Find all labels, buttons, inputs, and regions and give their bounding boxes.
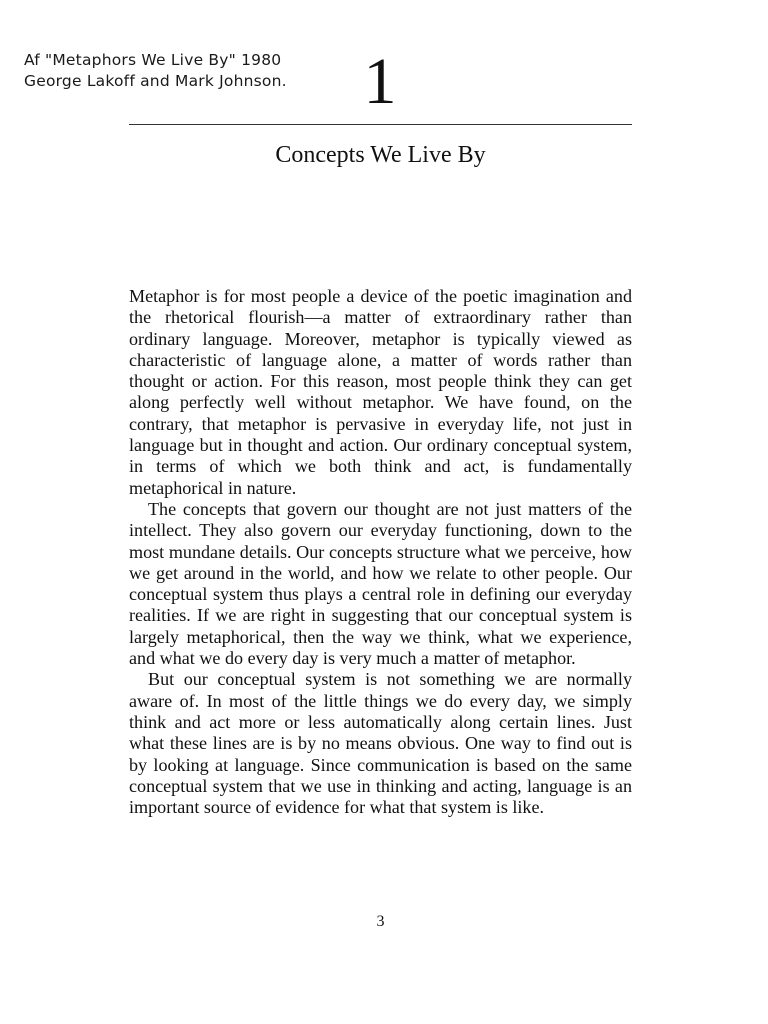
source-note-line-1: Af "Metaphors We Live By" 1980 xyxy=(24,51,282,69)
chapter-body xyxy=(129,286,632,818)
source-note-line-2: George Lakoff and Mark Johnson. xyxy=(24,72,287,90)
chapter-title: Concepts We Live By xyxy=(275,142,486,168)
body-paragraph-3: But our conceptual system is not something we are normally aware of. In most of the little things we do every day, we simply think and act more or less automatically along certain lines. Just what these lines are is by no means obvious. One way to find out is by looking at language. Since communication is based on the same conceptual system that we use in thinking and acting, language is an important source of evidence for what that system is like. xyxy=(129,669,632,818)
body-paragraph-2: The concepts that govern our thought are not just matters of the intellect. They also govern our everyday functioning, down to the most mundane details. Our concepts structure what we perceive, how we get around in the world, and how we relate to other people. Our conceptual system thus plays a central role in defining our everyday realities. If we are right in suggesting that our conceptual system is largely metaphorical, then the way we think, what we experience, and what we do every day is very much a matter of metaphor. xyxy=(129,498,632,669)
page-number: 3 xyxy=(376,913,385,930)
chapter-number: 1 xyxy=(363,45,397,118)
handwritten-source-note xyxy=(24,50,287,92)
body-paragraph-1: Metaphor is for most people a device of the poetic imagination and the rhetorical flourish—a matter of extraordinary rather than ordinary language. Moreover, metaphor is typically viewed as characteristic of language alone, a matter of words rather than thought or action. For this reason, most people think they can get along perfectly well without metaphor. We have found, on the contrary, that metaphor is pervasive in everyday life, not just in language but in thought and action. Our ordinary conceptual system, in terms of which we both think and act, is fundamentally metaphorical in nature. xyxy=(129,286,632,498)
chapter-divider-rule xyxy=(129,124,632,125)
